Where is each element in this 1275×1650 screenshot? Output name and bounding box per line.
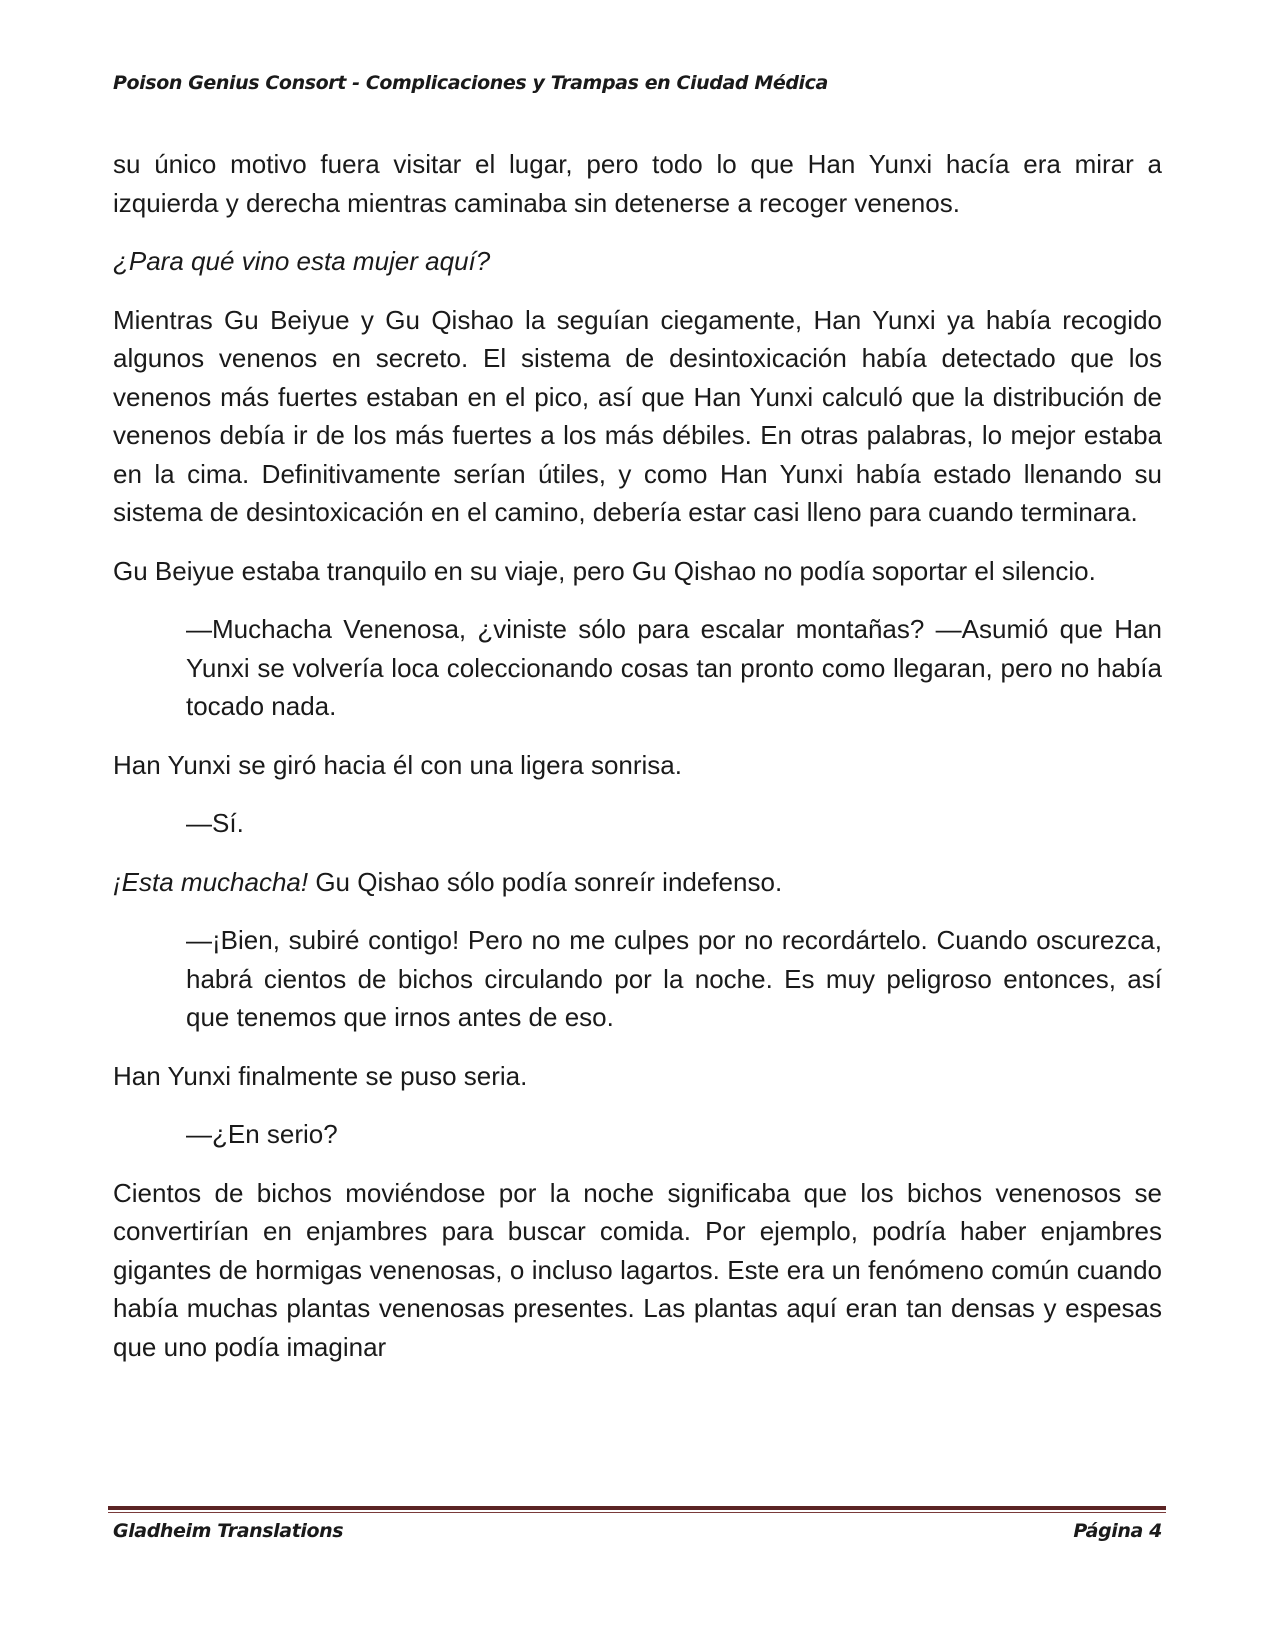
paragraph: Mientras Gu Beiyue y Gu Qishao la seguían ciegamente, Han Yunxi ya había recogido algunos venenos en secreto. El sistema de desintoxicación había detectado que los venenos más fuertes estaban en el pico, así que Han Yunxi calculó que la distribución de venenos debía ir de los más fuertes a los más débiles. En otras palabras, lo mejor estaba en la cima. Definitivamente serían útiles, y como Han Yunxi había estado llenando su sistema de desintoxicación en el camino, debería estar casi lleno para cuando terminara. [113, 304, 1162, 527]
italic-thought: ¿Para qué vino esta mujer aquí? [113, 246, 491, 276]
italic-exclamation: ¡Esta muchacha! [113, 866, 309, 897]
footer-divider [108, 1506, 1166, 1514]
paragraph: Han Yunxi se giró hacia él con una ligera sonrisa. [113, 749, 682, 780]
footer-credit: Gladheim Translations [113, 1520, 344, 1542]
paragraph: Gu Beiyue estaba tranquilo en su viaje, pero Gu Qishao no podía soportar el silencio. [113, 555, 1096, 586]
paragraph: su único motivo fuera visitar el lugar, pero todo lo que Han Yunxi hacía era mirar a izquierda y derecha mientras caminaba sin detenerse a recoger venenos. [113, 149, 1162, 218]
dialogue-paragraph: —Sí. [186, 808, 244, 838]
footer-divider-thick [108, 1506, 1166, 1510]
dialogue-paragraph: —¡Bien, subiré contigo! Pero no me culpes por no recordártelo. Cuando oscurezca, habrá cientos de bichos circulando por la noche. Es muy peligroso entonces, así que tenemos que irnos antes de eso. [186, 925, 1162, 1032]
footer-divider-thin [108, 1512, 1166, 1513]
page-number: Página 4 [1073, 1520, 1162, 1542]
paragraph: Cientos de bichos moviéndose por la noche significaba que los bichos venenosos se convertirían en enjambres para buscar comida. Por ejemplo, podría haber enjambres gigantes de hormigas venenosas, o incluso lagartos. Este era un fenómeno común cuando había muchas plantas venenosas presentes. Las plantas aquí eran tan densas y espesas que uno podía imaginar [113, 1177, 1162, 1362]
paragraph-rest: Gu Qishao sólo podía sonreír indefenso. [308, 866, 783, 897]
paragraph [113, 863, 1162, 902]
document-body [113, 145, 1162, 1386]
dialogue-paragraph: —Muchacha Venenosa, ¿viniste sólo para escalar montañas? —Asumió que Han Yunxi se volvería loca coleccionando cosas tan pronto como llegaran, pero no había tocado nada. [186, 614, 1162, 721]
page-header: Poison Genius Consort - Complicaciones y Trampas en Ciudad Médica [113, 72, 828, 94]
paragraph: Han Yunxi finalmente se puso seria. [113, 1060, 528, 1091]
dialogue-paragraph: —¿En serio? [186, 1119, 338, 1149]
